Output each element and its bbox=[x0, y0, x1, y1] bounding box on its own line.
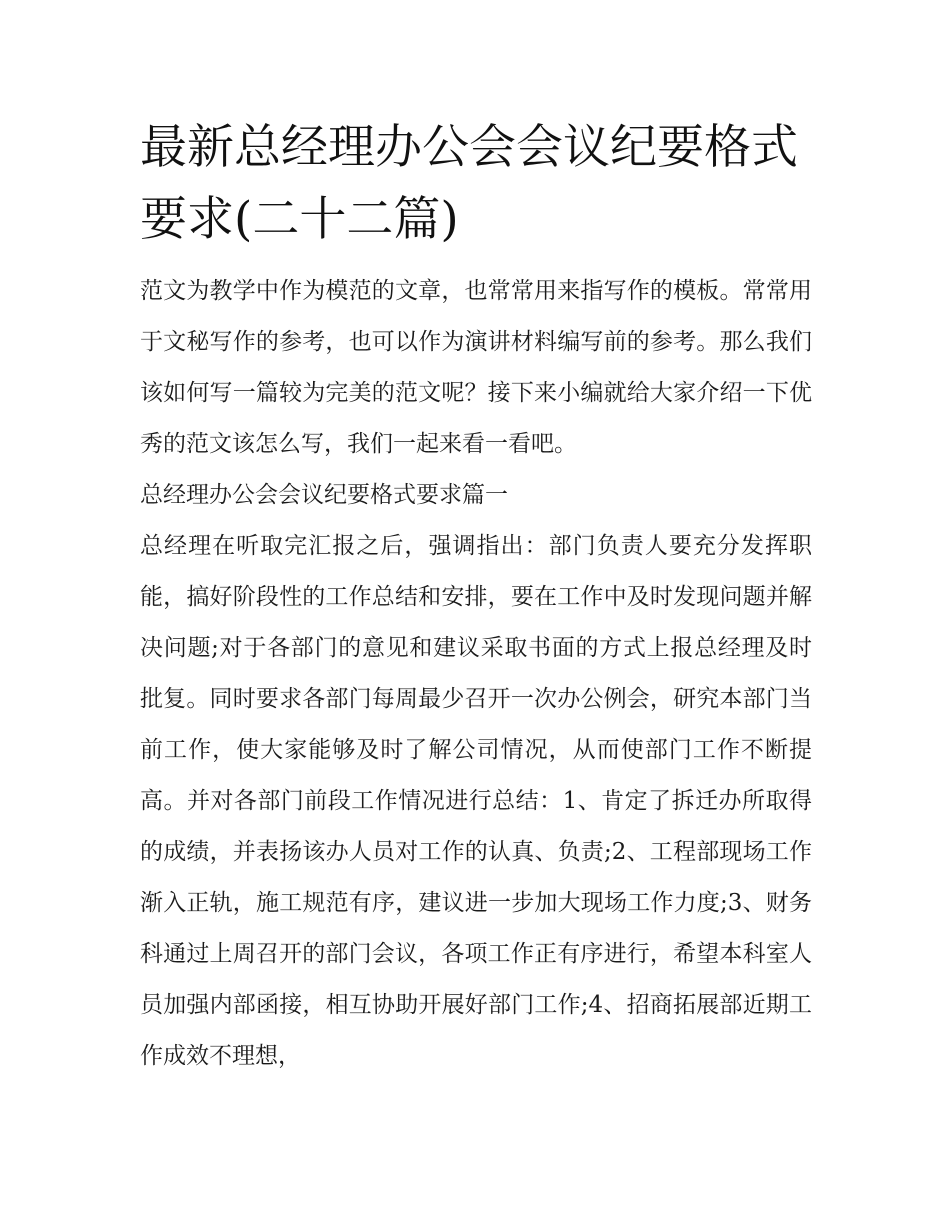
body-paragraph: 总经理在听取完汇报之后，强调指出：部门负责人要充分发挥职能，搞好阶段性的工作总结和安排，要在工作中及时发现问题并解决问题;对于各部门的意见和建议采取书面的方式上报总经理及时批复。同时要求各部门每周最少召开一次办公例会，研究本部门当前工作，使大家能够及时了解公司情况，从而使部门工作不断提高。并对各部门前段工作情况进行总结：1、肯定了拆迁办所取得的成绩，并表扬该办人员对工作的认真、负责;2、工程部现场工作渐入正轨，施工规范有序，建议进一步加大现场工作力度;3、财务科通过上周召开的部门会议，各项工作正有序进行，希望本科室人员加强内部函接，相互协助开展好部门工作;4、招商拓展部近期工作成效不理想， bbox=[140, 533, 812, 1069]
document-title: 最新总经理办公会会议纪要格式要求(二十二篇) bbox=[140, 120, 798, 247]
section-heading: 总经理办公会会议纪要格式要求篇一 bbox=[140, 482, 508, 508]
intro-paragraph: 范文为教学中作为模范的文章，也常常用来指写作的模板。常常用于文秘写作的参考，也可以作为演讲材料编写前的参考。那么我们该如何写一篇较为完美的范文呢？接下来小编就给大家介绍一下优秀的范文该怎么写，我们一起来看一看吧。 bbox=[140, 278, 812, 457]
document-content bbox=[140, 112, 812, 1082]
